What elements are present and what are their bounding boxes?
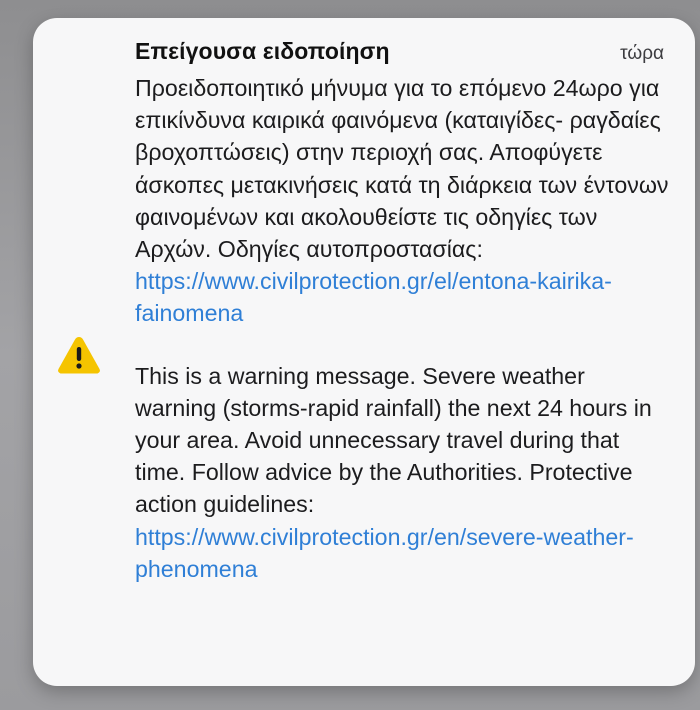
english-guidelines-link[interactable]: https://www.civilprotection.gr/en/severe-weather-phenomena	[135, 523, 634, 582]
notification-header	[135, 38, 670, 72]
greek-message-text: Προειδοποιητικό μήνυμα για το επόμενο 24ωρο για επικίνδυνα καιρικά φαινόμενα (καταιγίδες- ραγδαίες βροχοπτώσεις) στην περιοχή σας. Αποφύγετε άσκοπες μετακινήσεις κατά τη διάρκεια των έντονων φαινομένων και ακολουθείστε τις οδηγίες των Αρχών. Οδηγίες αυτοπροστασίας:	[135, 75, 669, 263]
english-message-text: This is a warning message. Severe weather warning (storms-rapid rainfall) the next 24 hours in your area. Avoid unnecessary travel during that time. Follow advice by the Authorities. Protective action guidelines:	[135, 362, 652, 518]
notification-title: Επείγουσα ειδοποίηση	[135, 38, 390, 64]
notification-content	[135, 38, 670, 585]
paragraph-spacer	[135, 330, 670, 360]
greek-message	[135, 72, 670, 330]
emergency-notification-card[interactable]	[33, 18, 695, 686]
warning-triangle-icon	[56, 334, 102, 376]
greek-guidelines-link[interactable]: https://www.civilprotection.gr/el/entona-kairika-fainomena	[135, 268, 612, 327]
notification-timestamp: τώρα	[620, 43, 664, 64]
english-message	[135, 360, 670, 585]
